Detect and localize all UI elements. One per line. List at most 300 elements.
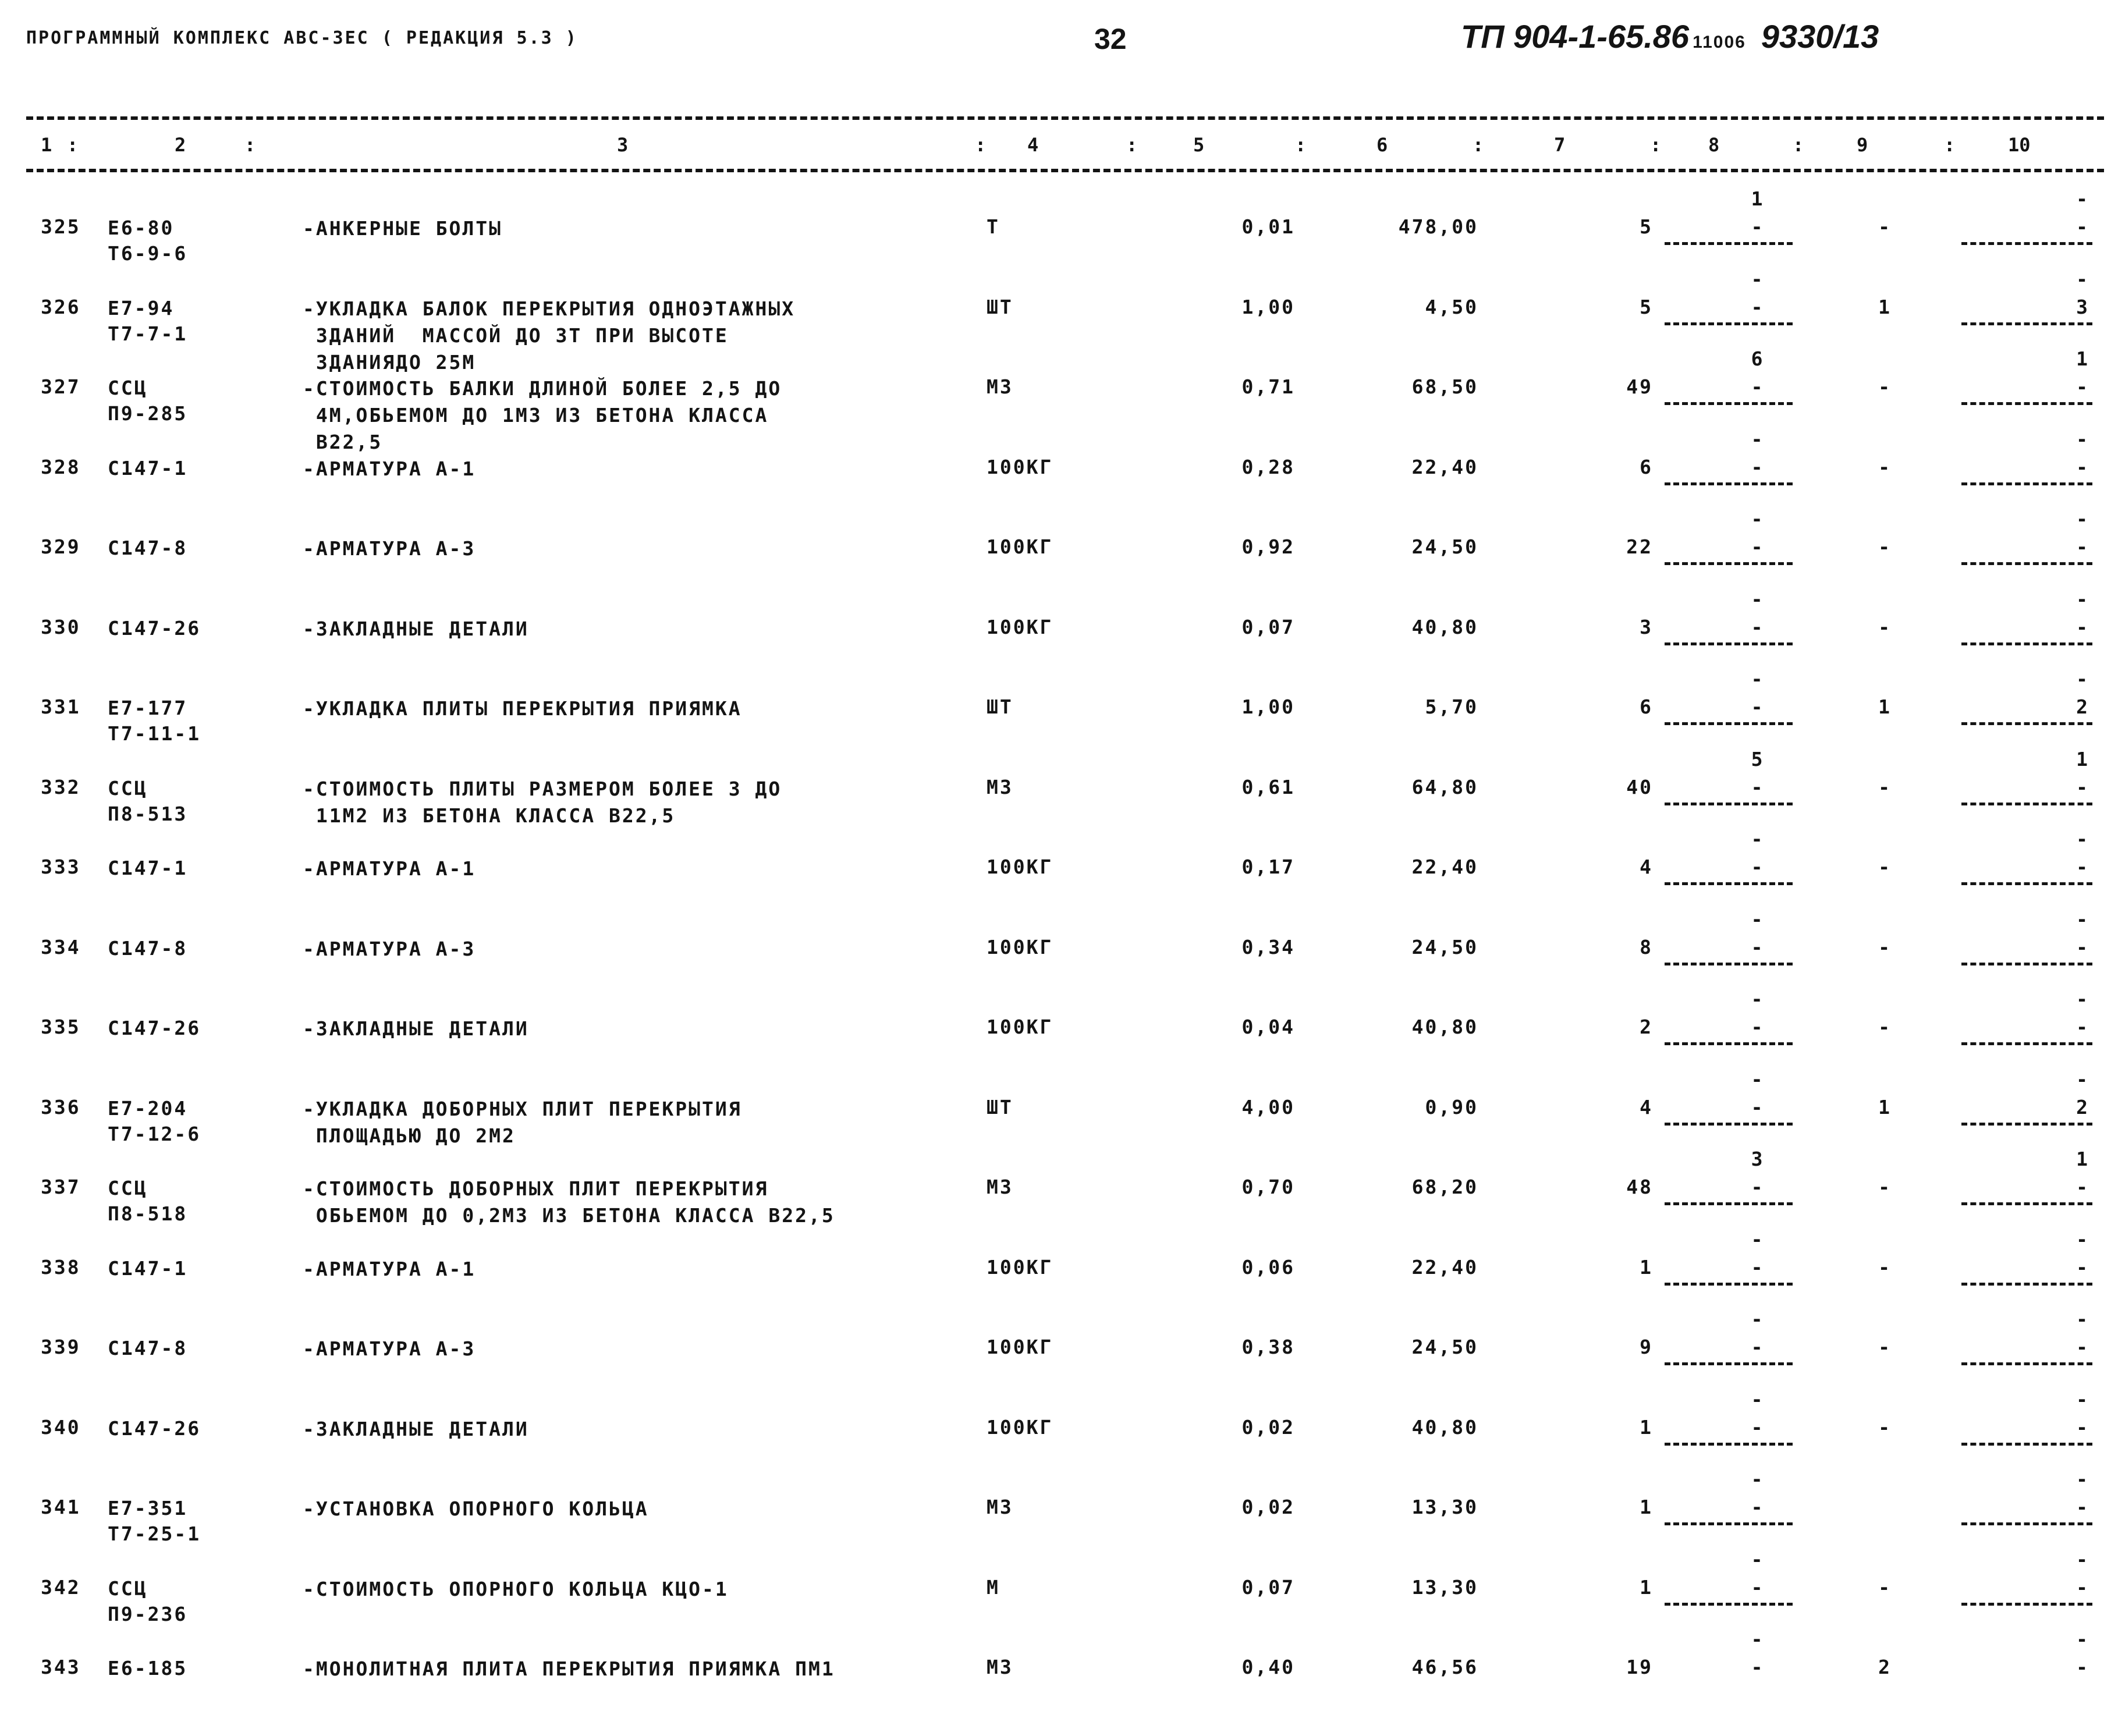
unit: ШТ bbox=[987, 295, 1013, 318]
price-code-cell bbox=[108, 215, 187, 267]
total-cost: 19 bbox=[1626, 1656, 1653, 1678]
col8-top-value: - bbox=[1751, 427, 1765, 450]
work-description: -ЗАКЛАДНЫЕ ДЕТАЛИ bbox=[303, 617, 529, 640]
price-code-cell bbox=[108, 1256, 187, 1281]
unit-price: 478,00 bbox=[1398, 215, 1478, 238]
col8-top-value: - bbox=[1751, 828, 1765, 850]
program-header: ПРОГРАММНЫЙ КОМПЛЕКС АВС-ЗЕС ( РЕДАКЦИЯ 5.3 ) bbox=[26, 28, 578, 48]
fraction-line bbox=[1665, 322, 1793, 325]
column-header: 2 bbox=[175, 134, 186, 156]
unit-price: 24,50 bbox=[1411, 935, 1478, 958]
quantity: 0,70 bbox=[1241, 1176, 1295, 1198]
row-number: 326 bbox=[41, 295, 81, 318]
work-description: -УКЛАДКА БАЛОК ПЕРЕКРЫТИЯ ОДНОЭТАЖНЫХ ЗДАНИЙ МАССОЙ ДО 3Т ПРИ ВЫСОТЕ ЗДАНИЯДО 25М bbox=[303, 297, 796, 374]
column-header: 5 bbox=[1193, 134, 1205, 156]
fraction-line bbox=[1665, 1362, 1793, 1365]
fraction-line bbox=[1665, 1522, 1793, 1525]
fraction-line bbox=[1665, 642, 1793, 645]
price-code: С147-8 bbox=[108, 1337, 188, 1359]
col10-top-value: - bbox=[2076, 1468, 2089, 1490]
col8-top-value: - bbox=[1751, 907, 1765, 931]
col10-top-value: - bbox=[2076, 427, 2089, 450]
col10-value: - bbox=[2076, 1176, 2089, 1198]
col8-value: - bbox=[1751, 935, 1765, 958]
col8-top-value: - bbox=[1751, 668, 1765, 690]
unit: М3 bbox=[987, 1176, 1013, 1198]
col8-top-value: 5 bbox=[1751, 747, 1765, 771]
work-description: -ЗАКЛАДНЫЕ ДЕТАЛИ bbox=[303, 1417, 529, 1440]
col8-top-value: - bbox=[1751, 1547, 1765, 1571]
column-header: 3 bbox=[617, 134, 629, 156]
price-code-cell bbox=[108, 1336, 187, 1361]
col8-top-value: - bbox=[1751, 1227, 1765, 1251]
work-description: -УКЛАДКА ДОБОРНЫХ ПЛИТ ПЕРЕКРЫТИЯ ПЛОЩАДЬЮ ДО 2М2 bbox=[303, 1097, 742, 1147]
quantity: 0,61 bbox=[1241, 775, 1295, 798]
col8-value: - bbox=[1751, 455, 1765, 478]
unit-price: 4,50 bbox=[1425, 295, 1478, 318]
unit-price: 40,80 bbox=[1411, 1415, 1478, 1439]
unit: М3 bbox=[987, 775, 1013, 798]
price-code-cell bbox=[108, 855, 187, 881]
quantity: 0,28 bbox=[1241, 455, 1295, 478]
col10-top-value: - bbox=[2076, 988, 2089, 1010]
fraction-line bbox=[1961, 1603, 2092, 1606]
col10-value: - bbox=[2076, 1336, 2089, 1358]
fraction-line bbox=[1961, 642, 2092, 645]
col9-value: - bbox=[1878, 1575, 1892, 1599]
col9-value: - bbox=[1878, 615, 1892, 638]
col8-top-value: - bbox=[1751, 507, 1765, 530]
unit: 100КГ bbox=[987, 1336, 1053, 1358]
fraction-line bbox=[1961, 722, 2092, 725]
col8-value: - bbox=[1751, 375, 1765, 398]
col8-top-value: 3 bbox=[1751, 1148, 1765, 1170]
col10-value: - bbox=[2076, 615, 2089, 638]
col9-value: - bbox=[1878, 775, 1892, 798]
fraction-line bbox=[1665, 482, 1793, 485]
price-code-cell bbox=[108, 1176, 187, 1227]
column-header: 4 bbox=[1027, 134, 1039, 156]
column-separator: : bbox=[1126, 134, 1138, 156]
price-code: С147-1 bbox=[108, 857, 188, 879]
norm-code: П8-513 bbox=[108, 802, 188, 825]
price-code: С147-8 bbox=[108, 537, 188, 559]
column-header: 10 bbox=[2008, 134, 2031, 156]
col9-value: - bbox=[1878, 1176, 1892, 1198]
norm-code: Т7-11-1 bbox=[108, 722, 201, 745]
total-cost: 1 bbox=[1640, 1496, 1653, 1518]
col8-value: - bbox=[1751, 295, 1765, 318]
col10-top-value: 1 bbox=[2076, 347, 2089, 370]
top-rule bbox=[26, 116, 2104, 120]
fraction-line bbox=[1961, 242, 2092, 245]
col10-top-value: - bbox=[2076, 1308, 2089, 1330]
col10-value: - bbox=[2076, 1656, 2089, 1678]
fraction-line bbox=[1665, 1123, 1793, 1126]
total-cost: 1 bbox=[1640, 1255, 1653, 1279]
work-description: -АРМАТУРА А-1 bbox=[303, 457, 476, 480]
total-cost: 40 bbox=[1626, 775, 1653, 798]
fraction-line bbox=[1665, 803, 1793, 805]
total-cost: 22 bbox=[1626, 535, 1653, 558]
row-number: 325 bbox=[41, 215, 81, 238]
col8-value: - bbox=[1751, 1095, 1765, 1119]
quantity: 0,17 bbox=[1241, 855, 1295, 878]
total-cost: 4 bbox=[1640, 1095, 1653, 1119]
fraction-line bbox=[1961, 1362, 2092, 1365]
unit: М3 bbox=[987, 1656, 1013, 1678]
page-number: 32 bbox=[1094, 23, 1127, 55]
total-cost: 3 bbox=[1640, 615, 1653, 638]
col10-value: - bbox=[2076, 455, 2089, 478]
quantity: 0,07 bbox=[1241, 615, 1295, 638]
fraction-line bbox=[1961, 963, 2092, 965]
total-cost: 5 bbox=[1640, 215, 1653, 238]
col9-value: - bbox=[1878, 1415, 1892, 1439]
row-number: 334 bbox=[41, 935, 81, 958]
work-description: -АРМАТУРА А-3 bbox=[303, 537, 476, 560]
quantity: 0,02 bbox=[1241, 1496, 1295, 1518]
column-header: 1 bbox=[41, 134, 52, 156]
row-number: 340 bbox=[41, 1415, 81, 1439]
row-number: 342 bbox=[41, 1575, 81, 1599]
work-description: -АРМАТУРА А-3 bbox=[303, 1337, 476, 1360]
price-code-cell bbox=[108, 695, 201, 747]
doc-code-sheet: 9330/13 bbox=[1761, 18, 1879, 55]
col8-value: - bbox=[1751, 855, 1765, 878]
work-description: -СТОИМОСТЬ ОПОРНОГО КОЛЬЦА КЦО-1 bbox=[303, 1577, 729, 1600]
unit-price: 5,70 bbox=[1425, 695, 1478, 718]
col8-top-value: - bbox=[1751, 587, 1765, 610]
fraction-line bbox=[1665, 1042, 1793, 1045]
work-description: -МОНОЛИТНАЯ ПЛИТА ПЕРЕКРЫТИЯ ПРИЯМКА ПМ1 bbox=[303, 1657, 835, 1680]
fraction-line bbox=[1665, 1283, 1793, 1286]
total-cost: 4 bbox=[1640, 855, 1653, 878]
col10-top-value: - bbox=[2076, 507, 2089, 530]
fraction-line bbox=[1961, 1443, 2092, 1446]
col9-value: - bbox=[1878, 215, 1892, 238]
fraction-line bbox=[1665, 722, 1793, 725]
price-code-cell bbox=[108, 936, 187, 961]
price-code: С147-26 bbox=[108, 616, 201, 640]
col9-value: - bbox=[1878, 455, 1892, 478]
col8-value: - bbox=[1751, 215, 1765, 238]
col8-value: - bbox=[1751, 1575, 1765, 1599]
quantity: 0,38 bbox=[1241, 1336, 1295, 1358]
column-separator: : bbox=[67, 134, 79, 156]
unit: 100КГ bbox=[987, 535, 1053, 558]
col9-value: - bbox=[1878, 535, 1892, 558]
col10-top-value: 1 bbox=[2076, 1148, 2089, 1170]
price-code: С147-26 bbox=[108, 1017, 201, 1039]
quantity: 0,34 bbox=[1241, 935, 1295, 958]
col8-value: - bbox=[1751, 615, 1765, 638]
col10-value: - bbox=[2076, 1575, 2089, 1599]
total-cost: 6 bbox=[1640, 455, 1653, 478]
work-description: -СТОИМОСТЬ ПЛИТЫ РАЗМЕРОМ БОЛЕЕ 3 ДО 11М2 ИЗ БЕТОНА КЛАССА В22,5 bbox=[303, 777, 782, 827]
price-code: Е7-177 bbox=[108, 697, 188, 719]
column-header: 7 bbox=[1554, 134, 1566, 156]
column-separator: : bbox=[1473, 134, 1484, 156]
fraction-line bbox=[1961, 803, 2092, 805]
unit-price: 22,40 bbox=[1411, 455, 1478, 478]
col10-top-value: - bbox=[2076, 1227, 2089, 1251]
row-number: 331 bbox=[41, 695, 81, 718]
column-separator: : bbox=[1295, 134, 1307, 156]
quantity: 0,04 bbox=[1241, 1016, 1295, 1038]
total-cost: 1 bbox=[1640, 1575, 1653, 1599]
unit: ШТ bbox=[987, 695, 1013, 718]
col10-top-value: - bbox=[2076, 1628, 2089, 1650]
column-header: 9 bbox=[1857, 134, 1868, 156]
unit: 100КГ bbox=[987, 855, 1053, 878]
quantity: 0,06 bbox=[1241, 1255, 1295, 1279]
col8-top-value: - bbox=[1751, 988, 1765, 1010]
column-separator: : bbox=[975, 134, 987, 156]
unit-price: 0,90 bbox=[1425, 1095, 1478, 1119]
col10-top-value: - bbox=[2076, 1547, 2089, 1571]
quantity: 1,00 bbox=[1241, 295, 1295, 318]
unit-price: 24,50 bbox=[1411, 535, 1478, 558]
price-code-cell bbox=[108, 1016, 201, 1041]
norm-code: Т7-12-6 bbox=[108, 1122, 201, 1145]
price-code-cell bbox=[108, 1496, 201, 1547]
work-description: -ЗАКЛАДНЫЕ ДЕТАЛИ bbox=[303, 1017, 529, 1040]
work-description: -АРМАТУРА А-1 bbox=[303, 857, 476, 880]
col10-top-value: - bbox=[2076, 668, 2089, 690]
price-code-cell bbox=[108, 535, 187, 561]
col9-value: 1 bbox=[1878, 695, 1892, 718]
work-description: -АРМАТУРА А-1 bbox=[303, 1257, 476, 1280]
col9-value: - bbox=[1878, 1336, 1892, 1358]
unit: 100КГ bbox=[987, 615, 1053, 638]
col10-value: - bbox=[2076, 855, 2089, 878]
price-code-cell bbox=[108, 375, 187, 427]
column-header: 8 bbox=[1708, 134, 1720, 156]
row-number: 333 bbox=[41, 855, 81, 878]
row-number: 343 bbox=[41, 1656, 81, 1678]
fraction-line bbox=[1665, 963, 1793, 965]
col8-value: - bbox=[1751, 1255, 1765, 1279]
col10-value: - bbox=[2076, 215, 2089, 238]
price-code: Е7-351 bbox=[108, 1497, 188, 1520]
column-separator: : bbox=[244, 134, 256, 156]
norm-code: П9-236 bbox=[108, 1602, 188, 1625]
price-code: Е6-185 bbox=[108, 1657, 188, 1680]
header-rule bbox=[26, 169, 2104, 172]
price-code: Е7-94 bbox=[108, 296, 175, 319]
total-cost: 8 bbox=[1640, 935, 1653, 958]
work-description: -СТОИМОСТЬ ДОБОРНЫХ ПЛИТ ПЕРЕКРЫТИЯ ОБЬЕМОМ ДО 0,2М3 ИЗ БЕТОНА КЛАССА В22,5 bbox=[303, 1177, 835, 1227]
total-cost: 48 bbox=[1626, 1176, 1653, 1198]
price-code: Е7-204 bbox=[108, 1096, 188, 1120]
unit: М3 bbox=[987, 1496, 1013, 1518]
total-cost: 49 bbox=[1626, 375, 1653, 398]
unit-price: 64,80 bbox=[1411, 775, 1478, 798]
fraction-line bbox=[1961, 402, 2092, 405]
col8-value: - bbox=[1751, 1656, 1765, 1678]
total-cost: 6 bbox=[1640, 695, 1653, 718]
norm-code: П9-285 bbox=[108, 402, 188, 425]
col10-top-value: - bbox=[2076, 587, 2089, 610]
unit: ШТ bbox=[987, 1095, 1013, 1119]
norm-code: Т7-7-1 bbox=[108, 322, 188, 345]
row-number: 327 bbox=[41, 375, 81, 398]
fraction-line bbox=[1961, 882, 2092, 885]
quantity: 0,01 bbox=[1241, 215, 1295, 238]
row-number: 336 bbox=[41, 1095, 81, 1119]
unit: 100КГ bbox=[987, 1415, 1053, 1439]
price-code: С147-1 bbox=[108, 456, 188, 480]
fraction-line bbox=[1961, 1202, 2092, 1205]
column-separator: : bbox=[1944, 134, 1956, 156]
col10-value: 2 bbox=[2076, 1095, 2089, 1119]
col10-top-value: - bbox=[2076, 1387, 2089, 1411]
work-description: -АНКЕРНЫЕ БОЛТЫ bbox=[303, 217, 503, 240]
quantity: 0,40 bbox=[1241, 1656, 1295, 1678]
unit-price: 13,30 bbox=[1411, 1575, 1478, 1599]
fraction-line bbox=[1665, 882, 1793, 885]
quantity: 1,00 bbox=[1241, 695, 1295, 718]
row-number: 341 bbox=[41, 1496, 81, 1518]
fraction-line bbox=[1665, 1443, 1793, 1446]
fraction-line bbox=[1665, 562, 1793, 565]
quantity: 0,02 bbox=[1241, 1415, 1295, 1439]
column-separator: : bbox=[1650, 134, 1662, 156]
col8-value: - bbox=[1751, 1336, 1765, 1358]
fraction-line bbox=[1665, 1603, 1793, 1606]
col8-top-value: - bbox=[1751, 1067, 1765, 1091]
col8-top-value: 6 bbox=[1751, 347, 1765, 370]
column-separator: : bbox=[1793, 134, 1804, 156]
price-code-cell bbox=[108, 616, 201, 641]
table-row bbox=[0, 1628, 2111, 1736]
work-description: -АРМАТУРА А-3 bbox=[303, 937, 476, 960]
col8-value: - bbox=[1751, 535, 1765, 558]
fraction-line bbox=[1665, 242, 1793, 245]
col8-value: - bbox=[1751, 1496, 1765, 1518]
work-description: -УСТАНОВКА ОПОРНОГО КОЛЬЦА bbox=[303, 1497, 649, 1520]
price-code-cell bbox=[108, 1096, 201, 1147]
col10-value: - bbox=[2076, 935, 2089, 958]
price-code: ССЦ bbox=[108, 1577, 148, 1600]
col10-top-value: - bbox=[2076, 907, 2089, 931]
price-code: Е6-80 bbox=[108, 216, 175, 239]
col9-value: 1 bbox=[1878, 1095, 1892, 1119]
price-code: С147-8 bbox=[108, 936, 188, 960]
price-code: С147-26 bbox=[108, 1417, 201, 1440]
price-code-cell bbox=[108, 1416, 201, 1442]
unit-price: 68,20 bbox=[1411, 1176, 1478, 1198]
fraction-line bbox=[1961, 482, 2092, 485]
norm-code: Т7-25-1 bbox=[108, 1522, 201, 1545]
unit: М3 bbox=[987, 375, 1013, 398]
fraction-line bbox=[1665, 402, 1793, 405]
quantity: 0,07 bbox=[1241, 1575, 1295, 1599]
fraction-line bbox=[1961, 1522, 2092, 1525]
row-number: 335 bbox=[41, 1016, 81, 1038]
col10-top-value: 1 bbox=[2076, 747, 2089, 771]
unit-price: 22,40 bbox=[1411, 1255, 1478, 1279]
fraction-line bbox=[1961, 322, 2092, 325]
col9-value: 2 bbox=[1878, 1656, 1892, 1678]
col8-value: - bbox=[1751, 1176, 1765, 1198]
col8-top-value: - bbox=[1751, 1468, 1765, 1490]
quantity: 4,00 bbox=[1241, 1095, 1295, 1119]
doc-code-small: 11006 bbox=[1693, 33, 1746, 52]
row-number: 337 bbox=[41, 1176, 81, 1198]
col8-top-value: - bbox=[1751, 1628, 1765, 1650]
col10-top-value: - bbox=[2076, 1067, 2089, 1091]
total-cost: 5 bbox=[1640, 295, 1653, 318]
row-number: 332 bbox=[41, 775, 81, 798]
unit: 100КГ bbox=[987, 455, 1053, 478]
row-number: 339 bbox=[41, 1336, 81, 1358]
col9-value: - bbox=[1878, 1255, 1892, 1279]
unit-price: 22,40 bbox=[1411, 855, 1478, 878]
document-code bbox=[1461, 17, 1879, 55]
total-cost: 1 bbox=[1640, 1415, 1653, 1439]
price-code: ССЦ bbox=[108, 377, 148, 399]
work-description: -СТОИМОСТЬ БАЛКИ ДЛИНОЙ БОЛЕЕ 2,5 ДО 4М,ОБЬЕМОМ ДО 1М3 ИЗ БЕТОНА КЛАССА В22,5 bbox=[303, 377, 782, 453]
col9-value: - bbox=[1878, 1016, 1892, 1038]
unit-price: 13,30 bbox=[1411, 1496, 1478, 1518]
unit: 100КГ bbox=[987, 1016, 1053, 1038]
col8-top-value: - bbox=[1751, 1308, 1765, 1330]
row-number: 330 bbox=[41, 615, 81, 638]
unit-price: 40,80 bbox=[1411, 1016, 1478, 1038]
unit: 100КГ bbox=[987, 1255, 1053, 1279]
price-code: С147-1 bbox=[108, 1256, 188, 1280]
col10-value: 3 bbox=[2076, 295, 2089, 318]
col10-value: - bbox=[2076, 1415, 2089, 1439]
unit-price: 40,80 bbox=[1411, 615, 1478, 638]
col8-value: - bbox=[1751, 775, 1765, 798]
total-cost: 9 bbox=[1640, 1336, 1653, 1358]
price-code-cell bbox=[108, 776, 187, 827]
unit-price: 24,50 bbox=[1411, 1336, 1478, 1358]
column-header: 6 bbox=[1376, 134, 1388, 156]
total-cost: 2 bbox=[1640, 1016, 1653, 1038]
row-number: 338 bbox=[41, 1255, 81, 1279]
unit: Т bbox=[987, 215, 1000, 238]
unit: 100КГ bbox=[987, 935, 1053, 958]
row-number: 329 bbox=[41, 535, 81, 558]
col10-top-value: - bbox=[2076, 828, 2089, 850]
unit-price: 46,56 bbox=[1411, 1656, 1478, 1678]
fraction-line bbox=[1665, 1202, 1793, 1205]
col10-top-value: - bbox=[2076, 267, 2089, 290]
col9-value: 1 bbox=[1878, 295, 1892, 318]
unit-price: 68,50 bbox=[1411, 375, 1478, 398]
work-description: -УКЛАДКА ПЛИТЫ ПЕРЕКРЫТИЯ ПРИЯМКА bbox=[303, 697, 742, 720]
col8-value: - bbox=[1751, 695, 1765, 718]
col10-value: - bbox=[2076, 1255, 2089, 1279]
col10-value: - bbox=[2076, 375, 2089, 398]
col8-top-value: 1 bbox=[1751, 187, 1765, 210]
unit: М bbox=[987, 1575, 1000, 1599]
col10-top-value: - bbox=[2076, 187, 2089, 210]
price-code-cell bbox=[108, 1576, 187, 1627]
norm-code: П8-518 bbox=[108, 1202, 188, 1225]
col8-top-value: - bbox=[1751, 267, 1765, 290]
norm-code: Т6-9-6 bbox=[108, 242, 188, 265]
price-code-cell bbox=[108, 296, 187, 347]
row-number: 328 bbox=[41, 455, 81, 478]
col9-value: - bbox=[1878, 935, 1892, 958]
price-code: ССЦ bbox=[108, 1177, 148, 1199]
fraction-line bbox=[1961, 562, 2092, 565]
